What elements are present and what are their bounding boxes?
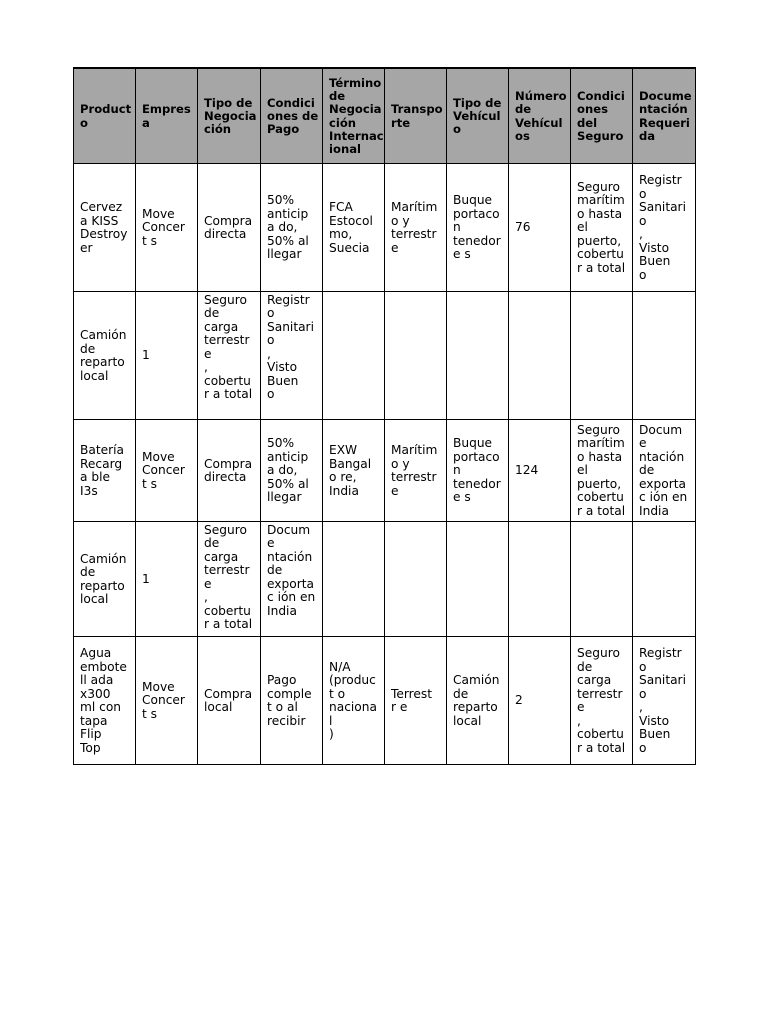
- cell-text: Buque portaco n tenedor e s: [453, 436, 501, 505]
- cell-text: Batería Recarg a ble I3s: [80, 443, 124, 498]
- table-cell: [633, 291, 696, 419]
- cell-text: Marítim o y terrestr e: [391, 443, 438, 498]
- header-cell-tipo-negociacion: Tipo de Negocia ción: [198, 68, 261, 163]
- table-cell: [198, 163, 261, 291]
- cell-text: Seguro marítim o hasta el puerto, cobertu r a total: [577, 179, 626, 275]
- table-cell: [509, 163, 571, 291]
- header-cell-transporte: Transpo rte: [385, 68, 447, 163]
- table-cell: [261, 163, 323, 291]
- cell-text: Registr o Sanitari o , Visto Buen o: [639, 173, 686, 282]
- cell-text: Seguro marítim o hasta el puerto, cobertu r a total: [577, 422, 626, 518]
- table-cell: [198, 636, 261, 764]
- table-cell: [136, 636, 198, 764]
- table-cell: [136, 291, 198, 419]
- table-cell: [385, 291, 447, 419]
- table-cell: [74, 636, 136, 764]
- cell-text: Docum e ntación de exporta c ión en India: [639, 422, 688, 518]
- table-cell: [447, 291, 509, 419]
- header-cell-documentacion: Docume ntación Requeri da: [633, 68, 696, 163]
- cell-text: Terrest r e: [391, 686, 433, 714]
- table-cell: [323, 521, 385, 636]
- cell-text: Compra directa: [204, 213, 253, 241]
- header-cell-condiciones-pago: Condici ones de Pago: [261, 68, 323, 163]
- table-cell: [447, 419, 509, 521]
- cell-text: 1: [142, 571, 150, 586]
- header-cell-numero-vehiculos: Número de Vehícul os: [509, 68, 571, 163]
- cell-text: Move Concer t s: [142, 206, 185, 248]
- cell-text: Move Concer t s: [142, 449, 185, 491]
- table-cell: [74, 521, 136, 636]
- table-cell: [136, 163, 198, 291]
- table-cell: [261, 636, 323, 764]
- table-cell: [633, 419, 696, 521]
- table-cell: [136, 419, 198, 521]
- cell-text: 50% anticip a do, 50% al llegar: [267, 193, 309, 262]
- table-cell: [633, 163, 696, 291]
- cell-text: 2: [515, 693, 523, 708]
- table-row: [74, 163, 696, 291]
- table-row: [74, 291, 696, 419]
- table-cell: [198, 521, 261, 636]
- table-row: [74, 636, 696, 764]
- cell-text: Camión de reparto local: [80, 328, 127, 383]
- table-cell: [198, 291, 261, 419]
- table-cell: [571, 419, 633, 521]
- table-cell: [74, 419, 136, 521]
- cell-text: Marítim o y terrestr e: [391, 200, 438, 255]
- header-cell-empresa: Empres a: [136, 68, 198, 163]
- cell-text: Agua embote ll ada x300 ml con tapa Flip Top: [80, 646, 127, 755]
- table-cell: [323, 163, 385, 291]
- table-cell: [261, 291, 323, 419]
- table-cell: [385, 419, 447, 521]
- table-row: [74, 521, 696, 636]
- table-cell: [323, 419, 385, 521]
- table-cell: [633, 521, 696, 636]
- cell-text: Compra local: [204, 686, 253, 714]
- table-body: [74, 68, 696, 764]
- logistics-table: [73, 67, 696, 765]
- cell-text: Move Concer t s: [142, 679, 185, 721]
- table-cell: [509, 291, 571, 419]
- table-cell: [261, 521, 323, 636]
- cell-text: Seguro de carga terrestr e , cobertu r a total: [577, 646, 626, 755]
- table-cell: [509, 521, 571, 636]
- cell-text: Buque portaco n tenedor e s: [453, 193, 501, 262]
- cell-text: Registr o Sanitari o , Visto Buen o: [639, 646, 686, 755]
- table-cell: [323, 291, 385, 419]
- table-cell: [261, 419, 323, 521]
- table-cell: [509, 636, 571, 764]
- header-cell-termino-negociacion: Término de Negocia ción Internac ional: [323, 68, 385, 163]
- table-cell: [571, 163, 633, 291]
- cell-text: EXW Bangal o re, India: [329, 443, 372, 498]
- cell-text: Compra directa: [204, 456, 253, 484]
- table-cell: [74, 163, 136, 291]
- table-cell: [447, 163, 509, 291]
- table-cell: [136, 521, 198, 636]
- table-cell: [74, 291, 136, 419]
- cell-text: Camión de reparto local: [453, 673, 500, 728]
- cell-text: 76: [515, 220, 531, 235]
- table-cell: [385, 163, 447, 291]
- table-cell: [198, 419, 261, 521]
- cell-text: Docum e ntación de exporta c ión en India: [267, 522, 316, 618]
- cell-text: 124: [515, 463, 539, 478]
- header-cell-producto: Product o: [74, 68, 136, 163]
- table-cell: [509, 419, 571, 521]
- cell-text: Seguro de carga terrestr e , cobertu r a total: [204, 292, 253, 401]
- cell-text: Pago comple t o al recibir: [267, 673, 312, 728]
- header-cell-condiciones-seguro: Condici ones del Seguro: [571, 68, 633, 163]
- header-row: [74, 68, 696, 163]
- table-cell: [323, 636, 385, 764]
- table-cell: [633, 636, 696, 764]
- table-cell: [447, 636, 509, 764]
- table-cell: [385, 636, 447, 764]
- cell-text: FCA Estocol mo, Suecia: [329, 200, 373, 255]
- cell-text: N/A (produc t o naciona l ): [329, 659, 377, 741]
- cell-text: 1: [142, 348, 150, 363]
- cell-text: Cervez a KISS Destroy er: [80, 200, 128, 255]
- table-cell: [447, 521, 509, 636]
- cell-text: Seguro de carga terrestr e , cobertu r a total: [204, 522, 253, 631]
- table-cell: [571, 521, 633, 636]
- cell-text: Registr o Sanitari o , Visto Buen o: [267, 292, 314, 401]
- table-cell: [571, 291, 633, 419]
- cell-text: 50% anticip a do, 50% al llegar: [267, 436, 309, 505]
- table-row: [74, 419, 696, 521]
- table-cell: [571, 636, 633, 764]
- table-cell: [385, 521, 447, 636]
- cell-text: Camión de reparto local: [80, 551, 127, 606]
- header-cell-tipo-vehiculo: Tipo de Vehícul o: [447, 68, 509, 163]
